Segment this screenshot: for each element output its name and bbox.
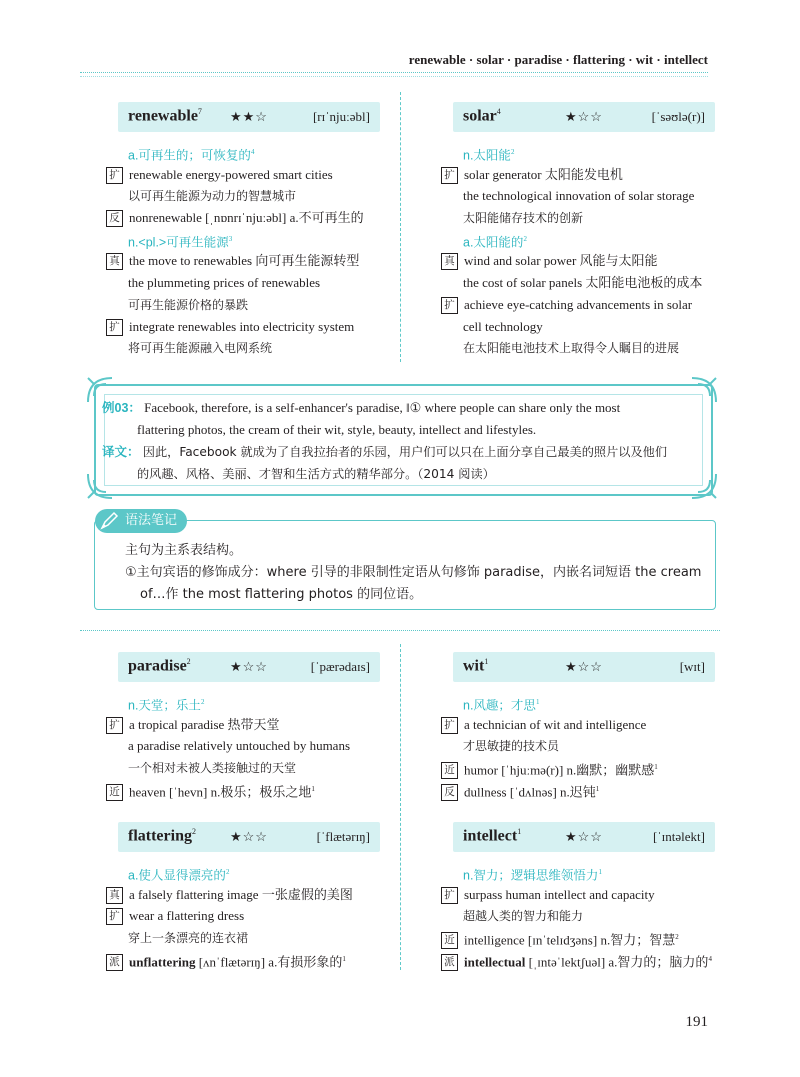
frequency-sup: 4: [250, 148, 255, 156]
tagged-line: [106, 164, 364, 186]
label-tag: 真: [106, 887, 123, 904]
frequency-sup: 1: [598, 868, 602, 876]
frequency-sup: 2: [225, 868, 230, 876]
phonetic: [ˈflætərɪŋ]: [316, 829, 370, 844]
translation-line: [106, 337, 364, 359]
translation-label: 译文：: [102, 445, 140, 459]
entry-header-paradise: [118, 652, 380, 682]
phonetic: [ˈsəʊlə(r)]: [651, 109, 705, 124]
line-text: nonrenewable [ˌnɒnrɪˈnjuːəbl] a.不可再生的: [129, 210, 364, 226]
entry-header-wit: [453, 652, 715, 682]
label-tag: 真: [441, 253, 458, 270]
sense-line: [441, 862, 712, 884]
entry-body-intellect: [441, 862, 712, 970]
line-text: heaven [ˈhevn] n.极乐；极乐之地: [129, 784, 312, 800]
frequency-sup: 1: [654, 763, 658, 772]
frequency-sup: 2: [510, 148, 515, 156]
line-text: 太阳能储存技术的创新: [463, 211, 584, 226]
line-text: 才思敏捷的技术员: [463, 739, 560, 754]
label-tag: 近: [106, 784, 123, 801]
label-tag: 扩: [106, 319, 123, 336]
grammar-line-1: 主句为主系表结构。: [125, 543, 243, 558]
translation-line: [441, 207, 702, 229]
header-title: renewable · solar · paradise · flattering · wit · intellect: [408, 52, 708, 67]
example-en-2: flattering photos, the cream of their wit, style, beauty, intellect and lifestyles.: [137, 422, 537, 437]
sense-line: [441, 229, 702, 251]
line-text: 以可再生能源为动力的智慧城市: [128, 189, 297, 204]
headword: flattering$^2$: [128, 827, 196, 845]
header-divider-2: [80, 76, 708, 77]
line-text: achieve eye-catching advancements in solar: [464, 296, 693, 312]
line-text: cell technology: [463, 318, 543, 334]
headword: renewable$^7$: [128, 107, 202, 125]
line-text: wear a flattering dress: [129, 908, 245, 924]
label-tag: 近: [441, 762, 458, 779]
example-label: 例03：: [102, 401, 141, 415]
entry-body-renewable: [106, 142, 364, 359]
tagged-line: [106, 714, 350, 736]
translation-line: [106, 757, 350, 779]
entry-header-intellect: [453, 822, 715, 852]
sense-text: n.太阳能: [463, 148, 511, 163]
section-separator: [80, 630, 720, 631]
grammar-tab: [95, 509, 187, 533]
frequency-sup: 2: [523, 234, 527, 243]
pen-icon: [99, 511, 119, 531]
tagged-line: [106, 316, 364, 338]
line-text: 穿上一条漂亮的连衣裙: [128, 931, 249, 946]
entry-header-solar: [453, 102, 715, 132]
sense-text: n.风趣；才思: [463, 698, 536, 713]
entry-body-flattering: [106, 862, 353, 970]
grammar-title: 语法笔记: [125, 513, 178, 528]
headword: intellect$^1$: [463, 827, 522, 845]
column-divider-top: [400, 92, 401, 362]
example-line-1: [102, 397, 620, 419]
star-rating: ★☆☆: [230, 659, 268, 674]
headword: wit$^1$: [463, 657, 489, 675]
line-text: 可再生能源价格的暴跌: [128, 297, 249, 312]
translation-line: [106, 185, 364, 207]
star-rating: ★☆☆: [230, 829, 268, 844]
entry-header-flattering: [118, 822, 380, 852]
frequency-sup: 1: [535, 698, 540, 706]
line-text: the cost of solar panels 太阳能电池板的成本: [463, 275, 703, 291]
line-text: a tropical paradise 热带天堂: [129, 716, 280, 732]
example-line: [441, 316, 702, 338]
example-zh-1: 因此，Facebook 就成为了自我拉抬者的乐园，用户们可以只在上面分享自己最美的照片以及他们: [142, 445, 668, 459]
tagged-line: [441, 714, 658, 736]
phonetic: [wɪt]: [679, 659, 705, 674]
grammar-line-3: of…作 the most flattering photos 的同位语。: [140, 587, 423, 602]
line-text: the plummeting prices of renewables: [128, 275, 321, 291]
line-text: the move to renewables 向可再生能源转型: [129, 253, 360, 269]
column-divider-bottom: [400, 644, 401, 970]
tagged-line: [441, 779, 658, 801]
translation-line: [106, 927, 353, 949]
label-tag: 扩: [106, 717, 123, 734]
example-line: [441, 185, 702, 207]
frequency-sup: 1: [595, 784, 600, 793]
star-rating: ★☆☆: [565, 829, 603, 844]
entry-body-paradise: [106, 692, 350, 800]
ornament-corner-br: [688, 470, 720, 502]
grammar-line-2: ①主句宾语的修饰成分：where 引导的非限制性定语从句修饰 paradise，内嵌名词短语 the cream: [125, 565, 702, 580]
label-tag: 扩: [441, 297, 458, 314]
sense-line: [106, 862, 353, 884]
tagged-line: [441, 927, 712, 949]
sense-line: [106, 692, 350, 714]
line-text: 一个相对未被人类接触过的天堂: [128, 761, 297, 776]
tagged-line: [441, 294, 702, 316]
tagged-line: [106, 250, 364, 272]
tagged-line: [441, 757, 658, 779]
sense-line: [106, 142, 364, 164]
tagged-line: [106, 207, 364, 229]
frequency-sup: 4: [708, 954, 712, 963]
headword: solar$^4$: [463, 107, 501, 125]
example-line: [106, 272, 364, 294]
frequency-sup: 1: [311, 784, 315, 793]
label-tag: 扩: [441, 717, 458, 734]
star-rating: ★☆☆: [565, 659, 603, 674]
line-text: integrate renewables into electricity system: [129, 318, 355, 334]
tagged-line: [106, 949, 353, 971]
example-line-2: [137, 419, 536, 441]
entry-body-solar: [441, 142, 702, 359]
line-text: solar generator 太阳能发电机: [464, 166, 623, 182]
sense-text: a.太阳能的: [463, 235, 524, 250]
label-tag: 扩: [106, 167, 123, 184]
line-text: renewable energy-powered smart cities: [129, 166, 333, 182]
frequency-sup: 2: [200, 698, 205, 706]
star-rating: ★★☆: [230, 109, 268, 124]
sense-text: n.天堂；乐土: [128, 698, 201, 713]
label-tag: 反: [106, 210, 123, 227]
tagged-line: [106, 884, 353, 906]
frequency-sup: 3: [228, 234, 233, 243]
star-rating: ★☆☆: [565, 109, 603, 124]
line-text: surpass human intellect and capacity: [464, 886, 655, 902]
tagged-line: [106, 905, 353, 927]
line-text: intelligence [ɪnˈtelɪdʒəns] n.智力；智慧: [464, 932, 676, 948]
sense-line: [441, 692, 658, 714]
line-text: wind and solar power 风能与太阳能: [464, 253, 658, 269]
tagged-line: [106, 779, 350, 801]
line-text: dullness [ˈdʌlnəs] n.迟钝: [464, 784, 596, 800]
label-tag: 派: [106, 954, 123, 971]
example-zh-2: 的风趣、风格、美丽、才智和生活方式的精华部分。（2014 阅读）: [137, 467, 495, 481]
label-tag: 扩: [441, 887, 458, 904]
label-tag: 近: [441, 932, 458, 949]
sense-line: [441, 142, 702, 164]
tagged-line: [441, 884, 712, 906]
translation-line: [106, 294, 364, 316]
example-line-4: [137, 463, 495, 485]
example-line: [106, 735, 350, 757]
line-text: humor [ˈhjuːmə(r)] n.幽默；幽默感: [464, 762, 655, 778]
sense-text: a.使人显得漂亮的: [128, 868, 226, 883]
translation-line: [441, 337, 702, 359]
example-line-3: [102, 441, 667, 463]
translation-line: [441, 735, 658, 757]
line-text: intellectual [ˌɪntəˈlektʃuəl] a.智力的；脑力的: [464, 954, 709, 970]
entry-body-wit: [441, 692, 658, 800]
line-text: a paradise relatively untouched by humans: [128, 738, 351, 754]
label-tag: 反: [441, 784, 458, 801]
tagged-line: [441, 164, 702, 186]
phonetic: [ˈpærədaɪs]: [310, 659, 370, 674]
tagged-line: [441, 949, 712, 971]
line-text: 超越人类的智力和能力: [463, 909, 584, 924]
line-text: a falsely flattering image 一张虚假的美图: [129, 886, 353, 902]
sense-text: a.可再生的；可恢复的: [128, 148, 251, 163]
tagged-line: [441, 250, 702, 272]
line-text: the technological innovation of solar storage: [463, 188, 695, 204]
label-tag: 扩: [106, 908, 123, 925]
phonetic: [rɪˈnjuːəbl]: [312, 109, 370, 124]
page-number: 191: [685, 1014, 708, 1030]
label-tag: 派: [441, 954, 458, 971]
entry-header-renewable: [118, 102, 380, 132]
ornament-corner-tr: [688, 374, 720, 406]
sense-text: n.智力；逻辑思维领悟力: [463, 868, 599, 883]
header-divider: [80, 72, 708, 73]
line-text: unflattering [ʌnˈflætərɪŋ] a.有损形象的: [129, 954, 343, 970]
line-text: 将可再生能源融入电网系统: [128, 341, 273, 356]
frequency-sup: 1: [342, 954, 346, 963]
example-line: [441, 272, 702, 294]
example-en-1: Facebook, therefore, is a self-enhancer's paradise, ‖① where people can share only the most: [144, 400, 621, 415]
label-tag: 真: [106, 253, 123, 270]
label-tag: 扩: [441, 167, 458, 184]
sense-text: n.<pl.>可再生能源: [128, 235, 229, 250]
translation-line: [441, 905, 712, 927]
line-text: a technician of wit and intelligence: [464, 716, 647, 732]
line-text: 在太阳能电池技术上取得令人瞩目的进展: [463, 341, 680, 356]
ornament-corner-bl: [84, 470, 116, 502]
headword: paradise$^2$: [128, 657, 191, 675]
sense-line: [106, 229, 364, 251]
phonetic: [ˈɪntəlekt]: [653, 829, 705, 844]
frequency-sup: 2: [675, 933, 679, 942]
